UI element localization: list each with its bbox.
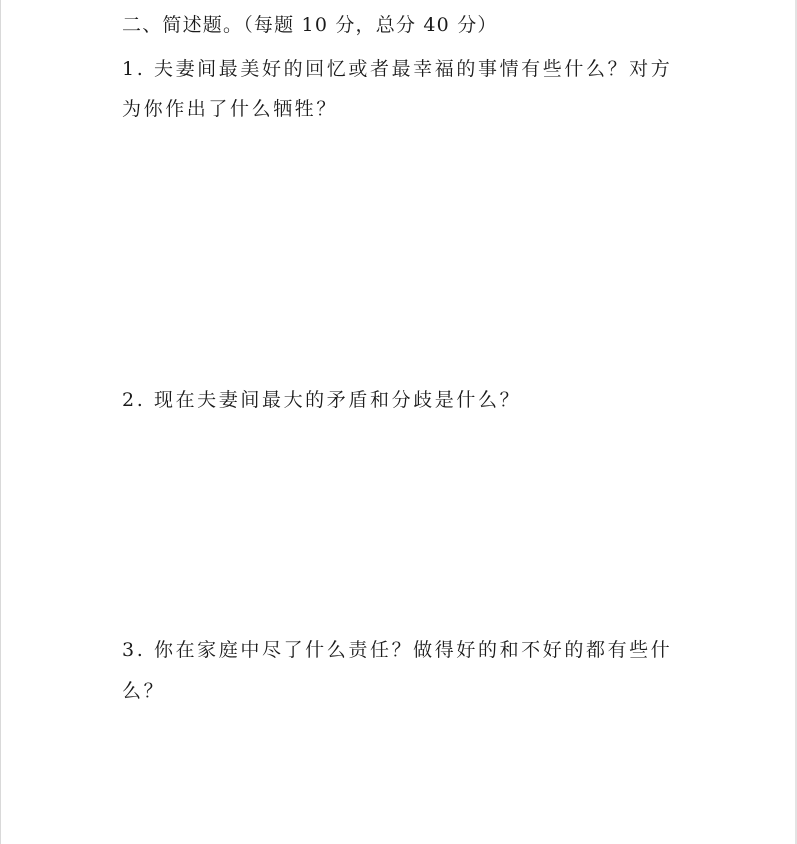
question-1-line-2: 为你作出了什么牺牲？ — [122, 98, 339, 120]
section-title: 二、简述题。（每题 10 分，总分 40 分） — [122, 14, 498, 36]
page-left-edge — [0, 0, 1, 844]
question-2-line-1: 2. 现在夫妻间最大的矛盾和分歧是什么？ — [122, 389, 522, 411]
question-3-line-2: 么？ — [122, 680, 166, 702]
question-3-line-1: 3. 你在家庭中尽了什么责任？做得好的和不好的都有些什 — [122, 639, 673, 661]
question-1-line-1: 1. 夫妻间最美好的回忆或者最幸福的事情有些什么？对方 — [122, 58, 673, 80]
